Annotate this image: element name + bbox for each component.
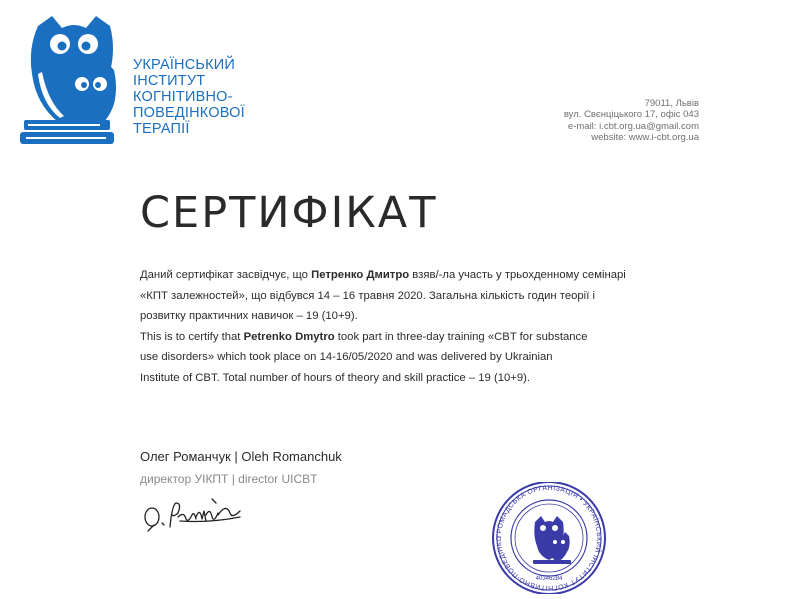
official-stamp-icon bbox=[487, 482, 611, 599]
owl-logo-icon bbox=[18, 12, 130, 153]
ua-text-1: взяв/-ла участь у трьохденному семінарі bbox=[409, 269, 626, 281]
institute-name-line-5: ТЕРАПІЇ bbox=[133, 121, 190, 137]
signatory-role: директор УІКПТ | director UICBT bbox=[140, 472, 318, 486]
en-intro: This is to certify that bbox=[140, 330, 244, 343]
en-line-1 bbox=[140, 327, 680, 348]
address-email: e-mail: i.cbt.org.ua@gmail.com bbox=[567, 120, 699, 132]
en-line-2: use disorders» which took place on 14-16/05/2020 and was delivered by Ukrainian bbox=[140, 351, 553, 364]
certificate-title: СЕРТИФІКАТ bbox=[140, 188, 438, 238]
signatory-name: Олег Романчук | Oleh Romanchuk bbox=[140, 449, 342, 464]
institute-name-line-2: ІНСТИТУТ bbox=[133, 73, 206, 89]
ua-line-1 bbox=[140, 265, 680, 286]
ua-line-2: «КПТ залежностей», що відбувся 14 – 16 травня 2020. Загальна кількість годин теорії і bbox=[140, 289, 595, 302]
ua-recipient-name: Петренко Дмитро bbox=[311, 269, 410, 281]
en-line-3: Institute of CBT. Total number of hours of theory and skill practice – 19 (10+9). bbox=[140, 371, 531, 384]
stamp-code: 40346284 bbox=[535, 576, 563, 582]
contact-address bbox=[564, 98, 699, 143]
en-text-1: took part in three-day training «CBT for substance bbox=[334, 330, 588, 343]
ua-intro: Даний сертифікат засвідчує, що bbox=[140, 269, 312, 281]
handwritten-signature-icon bbox=[140, 493, 250, 538]
institute-name bbox=[133, 57, 245, 137]
institute-name-line-3: КОГНІТИВНО- bbox=[133, 89, 233, 105]
stamp-ring-text: ГРОМАДСЬКА ОРГАНІЗАЦІЯ • УКРАЇНСЬКИЙ ІНСТИТУТ КОГНІТИВНО-ПОВЕДІНКО bbox=[495, 484, 603, 592]
certificate-body bbox=[140, 265, 680, 389]
address-city: 79011, Львів bbox=[644, 98, 699, 109]
institute-name-line-1: УКРАЇНСЬКИЙ bbox=[133, 57, 236, 73]
en-recipient-name: Petrenko Dmytro bbox=[243, 330, 335, 343]
institute-name-line-4: ПОВЕДІНКОВОЇ bbox=[133, 105, 245, 121]
ua-line-3: розвитку практичних навичок – 19 (10+9). bbox=[140, 310, 358, 323]
address-website: website: www.i-cbt.org.ua bbox=[591, 131, 699, 143]
address-street: вул. Свєнціцького 17, офіс 043 bbox=[563, 109, 699, 121]
